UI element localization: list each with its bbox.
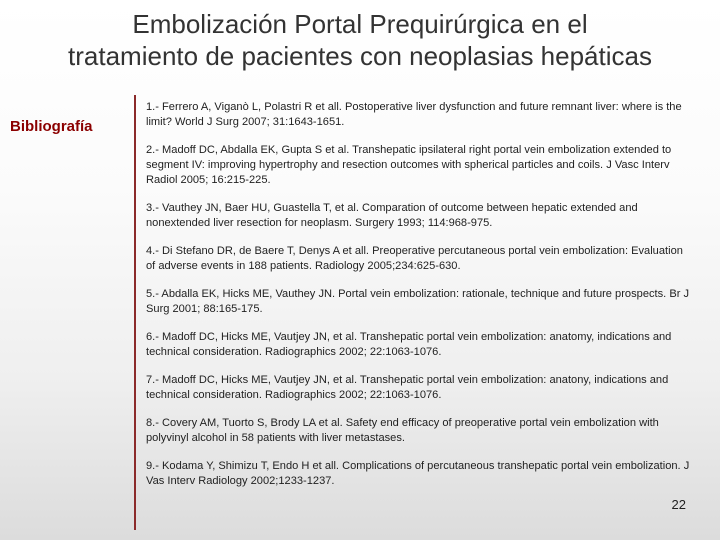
slide-title-line-2: tratamiento de pacientes con neoplasias hepáticas	[68, 41, 652, 71]
page-number: 22	[671, 497, 686, 512]
reference-item-3: 3.- Vauthey JN, Baer HU, Guastella T, et al. Comparation of outcome between hepatic extended and nonextended liver resection for neoplasm. Surgery 1993; 114:968-975.	[146, 202, 638, 229]
reference-item-4: 4.- Di Stefano DR, de Baere T, Denys A et all. Preoperative percutaneous portal vein embolization: Evaluation of adverse events in 188 patients. Radiology 2005;234:625-630.	[146, 245, 683, 272]
reference-item-1: 1.- Ferrero A, Viganò L, Polastri R et all. Postoperative liver dysfunction and future remnant liver: where is the limit? World J Surg 2007; 31:1643-1651.	[146, 101, 682, 128]
vertical-divider	[134, 95, 136, 530]
section-label: Bibliografía	[10, 118, 93, 135]
reference-list	[146, 100, 691, 489]
reference-item-7: 7.- Madoff DC, Hicks ME, Vautjey JN, et al. Transhepatic portal vein embolization: anatony, indications and technical consideration. Radiographics 2002; 22:1063-1076.	[146, 374, 669, 401]
reference-item-6: 6.- Madoff DC, Hicks ME, Vautjey JN, et al. Transhepatic portal vein embolization: anatomy, indications and technical consideration. Radiographics 2002; 22:1063-1076.	[146, 331, 672, 358]
slide-title	[0, 8, 720, 72]
reference-item-8: 8.- Covery AM, Tuorto S, Brody LA et al. Safety end efficacy of preoperative portal vein embolization with polyvinyl alcohol in 58 patients with liver metastases.	[146, 417, 659, 444]
reference-item-2: 2.- Madoff DC, Abdalla EK, Gupta S et al. Transhepatic ipsilateral right portal vein embolization extended to segment IV: improving hypertrophy and resection outcomes with spherical particles and coils. J Vasc Interv Radiol 2005; 16:215-225.	[146, 144, 672, 186]
reference-item-5: 5.- Abdalla EK, Hicks ME, Vauthey JN. Portal vein embolization: rationale, technique and future prospects. Br J Surg 2001; 88:165-175.	[146, 288, 690, 315]
reference-item-9: 9.- Kodama Y, Shimizu T, Endo H et all. Complications of percutaneous transhepatic portal vein embolization. J Vas Interv Radiology 2002;1233-1237.	[146, 460, 690, 487]
slide-title-line-1: Embolización Portal Prequirúrgica en el	[132, 9, 588, 39]
